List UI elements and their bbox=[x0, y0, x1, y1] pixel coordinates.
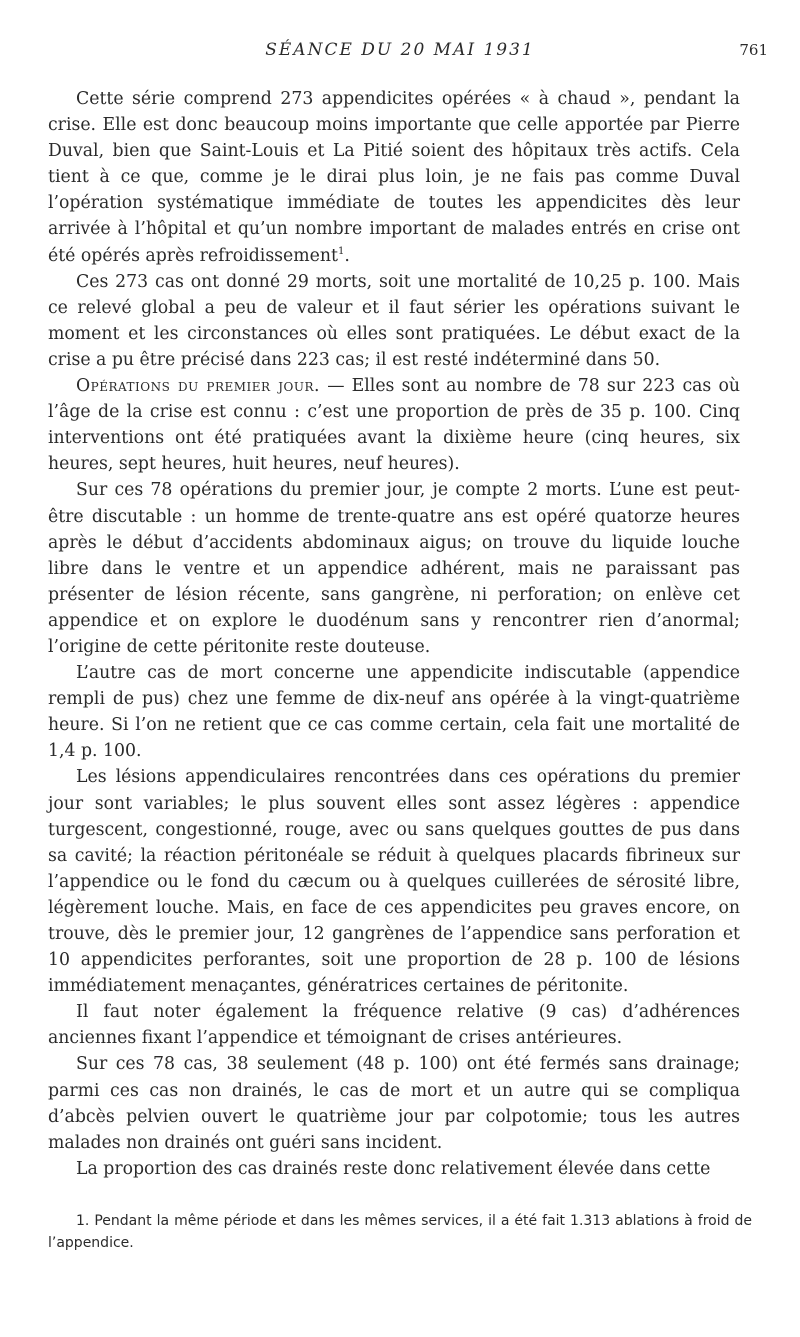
paragraph-1-end: . bbox=[344, 245, 350, 266]
running-head bbox=[0, 38, 800, 62]
paragraph-1 bbox=[48, 86, 740, 269]
paragraph-5: L’autre cas de mort concerne une appendicite indiscutable (appendice rempli de pus) chez une femme de dix-neuf ans opérée à la vingt-quatrième heure. Si l’on ne retient que ce cas comme certain, cela fait une mortalité de 1,4 p. 100. bbox=[48, 663, 740, 762]
paragraph-8: Sur ces 78 cas, 38 seulement (48 p. 100) ont été fermés sans drainage; parmi ces cas non drainés, le cas de mort et un autre qui se compliqua d’abcès pelvien ouvert le quatrième jour par colpotomie; tous les autres malades non drainés ont guéri sans incident. bbox=[48, 1054, 740, 1153]
footnote-reference: 1 bbox=[337, 245, 345, 257]
paragraph-3 bbox=[48, 373, 740, 477]
paragraph-9: La proportion des cas drainés reste donc relativement élevée dans cette bbox=[76, 1158, 711, 1179]
paragraph-1-text: Cette série comprend 273 appendicites opérées « à chaud », pendant la crise. Elle est donc beaucoup moins importante que celle apportée par Pierre Duval, bien que Saint-Louis et La Pitié soient des hôpitaux très actifs. Cela tient à ce que, comme je le dirai plus loin, je ne fais pas comme Duval l’opération systématique immédiate de toutes les appendicites dès leur arrivée à l’hôpital et qu’un nombre important de malades entrés en crise ont été opérés après refroidissement bbox=[48, 89, 740, 266]
paragraph-4: Sur ces 78 opérations du premier jour, je compte 2 morts. L’une est peut-être discutable : un homme de trente-quatre ans est opéré quatorze heures après le début d’accidents abdominaux aigus; on trouve du liquide louche libre dans le ventre et un appendice adhérent, mais ne paraissant pas présenter de lésion récente, sans gangrène, ni perforation; on enlève cet appendice et on explore le duodénum sans y rencontrer rien d’anormal; l’origine de cette péritonite reste douteuse. bbox=[48, 480, 740, 657]
page-number: 761 bbox=[739, 41, 768, 59]
paragraph-6: Les lésions appendiculaires rencontrées dans ces opérations du premier jour sont variables; le plus souvent elles sont assez légères : appendice turgescent, congestionné, rouge, avec ou sans quelques gouttes de pus dans sa cavité; la réaction péritonéale se réduit à quelques placards fibrineux sur l’appendice ou le fond du cæcum ou à quelques cuillerées de sérosité libre, légèrement louche. Mais, en face de ces appendicites peu graves encore, on trouve, dès le premier jour, 12 gangrènes de l’appendice sans perforation et 10 appendicites perforantes, soit une proportion de 28 p. 100 de lésions immédiatement menaçantes, génératrices certaines de péritonite. bbox=[48, 767, 740, 997]
paragraph-7: Il faut noter également la fréquence relative (9 cas) d’adhérences anciennes fixant l’appendice et témoignant de crises antérieures. bbox=[48, 1002, 740, 1049]
paragraph-2: Ces 273 cas ont donné 29 morts, soit une mortalité de 10,25 p. 100. Mais ce relevé global a peu de valeur et il faut sérier les opérations suivant le moment et les circonstances où elles sont pratiquées. Le début exact de la crise a pu être précisé dans 223 cas; il est resté indéterminé dans 50. bbox=[48, 271, 740, 370]
footnote: 1. Pendant la même période et dans les mêmes services, il a été fait 1.313 ablations à froid de l’appendice. bbox=[48, 1213, 752, 1251]
paragraph-3-text: — Elles sont au nombre de 78 sur 223 cas où l’âge de la crise est connu : c’est une proportion de près de 35 p. 100. Cinq interventions ont été pratiquées avant la dixième heure (cinq heures, six heures, sept heures, huit heures, neuf heures). bbox=[48, 376, 740, 475]
body-text bbox=[48, 86, 740, 1182]
running-title: SÉANCE DU 20 MAI 1931 bbox=[265, 40, 535, 60]
section-heading: Opérations du premier jour. bbox=[76, 376, 321, 397]
